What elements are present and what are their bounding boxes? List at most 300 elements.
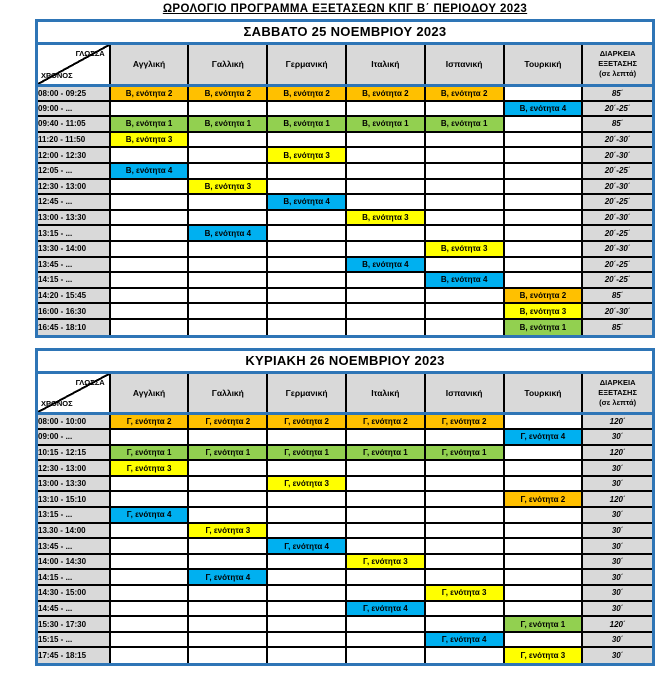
exam-unit-cell: Β, ενότητα 1 (425, 116, 504, 132)
schedule-row (38, 147, 652, 163)
empty-cell (346, 147, 425, 163)
empty-cell (267, 288, 346, 304)
empty-cell (425, 491, 504, 507)
exam-unit-cell: Β, ενότητα 4 (188, 225, 267, 241)
sunday-schedule-grid (38, 374, 652, 664)
duration-cell: 85΄ (582, 116, 652, 132)
duration-cell: 20΄-25΄ (582, 272, 652, 288)
schedule-row (38, 319, 652, 335)
empty-cell (425, 538, 504, 554)
exam-unit-cell: Γ, ενότητα 1 (346, 445, 425, 461)
empty-cell (346, 476, 425, 492)
empty-cell (346, 101, 425, 117)
empty-cell (504, 241, 583, 257)
exam-unit-cell: Β, ενότητα 1 (346, 116, 425, 132)
exam-unit-cell: Β, ενότητα 1 (188, 116, 267, 132)
exam-unit-cell: Γ, ενότητα 2 (425, 414, 504, 430)
empty-cell (346, 194, 425, 210)
empty-cell (110, 616, 189, 632)
schedule-grid (38, 374, 652, 664)
empty-cell (188, 585, 267, 601)
schedule-row (38, 445, 652, 461)
duration-cell: 30΄ (582, 538, 652, 554)
duration-cell: 120΄ (582, 616, 652, 632)
time-cell: 13:45 - ... (38, 538, 110, 554)
empty-cell (504, 163, 583, 179)
schedule-row (38, 460, 652, 476)
empty-cell (425, 288, 504, 304)
time-cell: 14:00 - 14:30 (38, 554, 110, 570)
time-cell: 09:00 - ... (38, 429, 110, 445)
empty-cell (110, 429, 189, 445)
schedule-row (38, 585, 652, 601)
exam-unit-cell: Β, ενότητα 2 (425, 85, 504, 101)
duration-cell: 30΄ (582, 632, 652, 648)
empty-cell (346, 225, 425, 241)
exam-unit-cell: Β, ενότητα 3 (188, 179, 267, 195)
empty-cell (504, 225, 583, 241)
empty-cell (188, 616, 267, 632)
exam-unit-cell: Β, ενότητα 3 (346, 210, 425, 226)
empty-cell (110, 523, 189, 539)
empty-cell (267, 585, 346, 601)
language-header: Τουρκική (504, 45, 583, 85)
empty-cell (267, 460, 346, 476)
exam-unit-cell: Β, ενότητα 2 (504, 288, 583, 304)
exam-unit-cell: Γ, ενότητα 4 (267, 538, 346, 554)
duration-cell: 20΄-30΄ (582, 132, 652, 148)
empty-cell (504, 147, 583, 163)
empty-cell (110, 241, 189, 257)
exam-unit-cell: Β, ενότητα 2 (188, 85, 267, 101)
language-header: Γαλλική (188, 45, 267, 85)
language-header: Ιταλική (346, 374, 425, 414)
schedule-row (38, 414, 652, 430)
empty-cell (346, 647, 425, 663)
empty-cell (188, 288, 267, 304)
empty-cell (504, 445, 583, 461)
empty-cell (346, 460, 425, 476)
empty-cell (110, 554, 189, 570)
schedule-row (38, 179, 652, 195)
empty-cell (110, 257, 189, 273)
empty-cell (504, 507, 583, 523)
exam-unit-cell: Γ, ενότητα 4 (188, 569, 267, 585)
time-cell: 14:20 - 15:45 (38, 288, 110, 304)
empty-cell (188, 476, 267, 492)
empty-cell (346, 538, 425, 554)
empty-cell (425, 429, 504, 445)
empty-cell (188, 147, 267, 163)
schedule-row (38, 569, 652, 585)
empty-cell (110, 210, 189, 226)
exam-unit-cell: Γ, ενότητα 1 (267, 445, 346, 461)
time-cell: 15:15 - ... (38, 632, 110, 648)
empty-cell (110, 569, 189, 585)
empty-cell (188, 429, 267, 445)
time-cell: 08:00 - 09:25 (38, 85, 110, 101)
schedule-row (38, 491, 652, 507)
exam-unit-cell: Γ, ενότητα 1 (425, 445, 504, 461)
schedule-row (38, 507, 652, 523)
time-cell: 10:15 - 12:15 (38, 445, 110, 461)
schedule-row (38, 632, 652, 648)
exam-unit-cell: Β, ενότητα 4 (346, 257, 425, 273)
empty-cell (267, 257, 346, 273)
duration-cell: 30΄ (582, 476, 652, 492)
empty-cell (425, 210, 504, 226)
language-header: Γαλλική (188, 374, 267, 414)
language-header: Αγγλική (110, 374, 189, 414)
empty-cell (425, 460, 504, 476)
empty-cell (504, 538, 583, 554)
empty-cell (188, 507, 267, 523)
empty-cell (346, 179, 425, 195)
empty-cell (267, 303, 346, 319)
empty-cell (504, 116, 583, 132)
duration-cell: 30΄ (582, 523, 652, 539)
empty-cell (504, 272, 583, 288)
time-cell: 13:45 - ... (38, 257, 110, 273)
duration-cell: 85΄ (582, 319, 652, 335)
schedule-row (38, 101, 652, 117)
duration-cell: 30΄ (582, 460, 652, 476)
duration-cell: 120΄ (582, 491, 652, 507)
empty-cell (267, 272, 346, 288)
empty-cell (188, 272, 267, 288)
schedule-row (38, 194, 652, 210)
empty-cell (188, 163, 267, 179)
exam-unit-cell: Β, ενότητα 1 (110, 116, 189, 132)
empty-cell (425, 163, 504, 179)
empty-cell (188, 257, 267, 273)
exam-unit-cell: Γ, ενότητα 2 (346, 414, 425, 430)
duration-cell: 30΄ (582, 585, 652, 601)
exam-unit-cell: Β, ενότητα 1 (504, 319, 583, 335)
language-axis-label: ΓΛΩΣΣΑ (75, 49, 105, 58)
time-cell: 09:00 - ... (38, 101, 110, 117)
exam-unit-cell: Γ, ενότητα 1 (110, 445, 189, 461)
empty-cell (425, 194, 504, 210)
empty-cell (188, 538, 267, 554)
language-header: Τουρκική (504, 374, 583, 414)
exam-unit-cell: Γ, ενότητα 1 (188, 445, 267, 461)
language-time-corner-cell (38, 374, 110, 414)
empty-cell (267, 523, 346, 539)
empty-cell (267, 647, 346, 663)
duration-header-line: ΕΞΕΤΑΣΗΣ (598, 59, 637, 69)
exam-unit-cell: Γ, ενότητα 3 (504, 647, 583, 663)
empty-cell (188, 632, 267, 648)
empty-cell (346, 429, 425, 445)
empty-cell (110, 538, 189, 554)
schedule-row (38, 288, 652, 304)
exam-unit-cell: Β, ενότητα 1 (267, 116, 346, 132)
exam-unit-cell: Γ, ενότητα 2 (267, 414, 346, 430)
empty-cell (425, 507, 504, 523)
language-header: Αγγλική (110, 45, 189, 85)
empty-cell (267, 554, 346, 570)
empty-cell (267, 632, 346, 648)
empty-cell (425, 601, 504, 617)
time-cell: 13:00 - 13:30 (38, 210, 110, 226)
duration-cell: 120΄ (582, 414, 652, 430)
duration-cell: 30΄ (582, 601, 652, 617)
time-cell: 13:00 - 13:30 (38, 476, 110, 492)
empty-cell (188, 319, 267, 335)
duration-header-line: ΔΙΑΡΚΕΙΑ (599, 49, 636, 59)
empty-cell (346, 585, 425, 601)
schedule-row (38, 163, 652, 179)
exam-unit-cell: Β, ενότητα 2 (346, 85, 425, 101)
empty-cell (425, 225, 504, 241)
empty-cell (188, 132, 267, 148)
empty-cell (425, 257, 504, 273)
exam-unit-cell: Β, ενότητα 2 (110, 85, 189, 101)
empty-cell (267, 569, 346, 585)
language-header: Ισπανική (425, 374, 504, 414)
empty-cell (504, 632, 583, 648)
empty-cell (110, 601, 189, 617)
empty-cell (346, 272, 425, 288)
exam-unit-cell: Γ, ενότητα 1 (504, 616, 583, 632)
schedule-row (38, 476, 652, 492)
exam-unit-cell: Β, ενότητα 4 (267, 194, 346, 210)
empty-cell (346, 132, 425, 148)
empty-cell (346, 491, 425, 507)
time-cell: 08:00 - 10:00 (38, 414, 110, 430)
empty-cell (267, 616, 346, 632)
schedule-row (38, 241, 652, 257)
empty-cell (425, 616, 504, 632)
time-cell: 15:30 - 17:30 (38, 616, 110, 632)
duration-cell: 30΄ (582, 554, 652, 570)
empty-cell (504, 460, 583, 476)
language-header: Γερμανική (267, 374, 346, 414)
time-cell: 16:45 - 18:10 (38, 319, 110, 335)
exam-unit-cell: Β, ενότητα 4 (504, 101, 583, 117)
schedule-row (38, 272, 652, 288)
empty-cell (425, 523, 504, 539)
empty-cell (110, 272, 189, 288)
empty-cell (110, 319, 189, 335)
sunday-table (35, 348, 655, 667)
empty-cell (425, 147, 504, 163)
empty-cell (267, 163, 346, 179)
empty-cell (504, 85, 583, 101)
time-cell: 12:30 - 13:00 (38, 460, 110, 476)
schedule-row (38, 647, 652, 663)
empty-cell (110, 647, 189, 663)
duration-cell: 20΄-30΄ (582, 241, 652, 257)
empty-cell (504, 179, 583, 195)
empty-cell (188, 210, 267, 226)
empty-cell (188, 601, 267, 617)
schedule-row (38, 538, 652, 554)
empty-cell (504, 194, 583, 210)
schedule-row (38, 303, 652, 319)
exam-unit-cell: Β, ενότητα 3 (425, 241, 504, 257)
schedule-row (38, 132, 652, 148)
time-cell: 13:15 - ... (38, 225, 110, 241)
schedule-row (38, 523, 652, 539)
empty-cell (188, 491, 267, 507)
exam-unit-cell: Γ, ενότητα 3 (110, 460, 189, 476)
time-cell: 12:00 - 12:30 (38, 147, 110, 163)
time-cell: 11:20 - 11:50 (38, 132, 110, 148)
empty-cell (188, 554, 267, 570)
saturday-schedule-grid (38, 45, 652, 335)
language-axis-label: ΓΛΩΣΣΑ (75, 377, 105, 387)
exam-unit-cell: Γ, ενότητα 2 (188, 414, 267, 430)
empty-cell (110, 194, 189, 210)
time-cell: 12:05 - ... (38, 163, 110, 179)
time-cell: 12:30 - 13:00 (38, 179, 110, 195)
empty-cell (425, 101, 504, 117)
time-cell: 13:30 - 14:00 (38, 241, 110, 257)
schedule-row (38, 601, 652, 617)
empty-cell (425, 569, 504, 585)
time-cell: 17:45 - 18:15 (38, 647, 110, 663)
duration-cell: 20΄-25΄ (582, 101, 652, 117)
time-cell: 16:00 - 16:30 (38, 303, 110, 319)
empty-cell (425, 554, 504, 570)
schedule-grid (38, 45, 652, 335)
empty-cell (188, 194, 267, 210)
exam-unit-cell: Γ, ενότητα 3 (346, 554, 425, 570)
empty-cell (504, 414, 583, 430)
duration-cell: 20΄-30΄ (582, 179, 652, 195)
duration-cell: 20΄-25΄ (582, 257, 652, 273)
empty-cell (267, 319, 346, 335)
exam-unit-cell: Β, ενότητα 3 (110, 132, 189, 148)
schedule-row (38, 210, 652, 226)
duration-header (582, 45, 652, 85)
schedule-row (38, 616, 652, 632)
empty-cell (267, 241, 346, 257)
empty-cell (504, 569, 583, 585)
empty-cell (188, 101, 267, 117)
time-axis-label: ΧΡΟΝΟΣ (41, 399, 73, 408)
duration-cell: 120΄ (582, 445, 652, 461)
empty-cell (267, 601, 346, 617)
exam-unit-cell: Γ, ενότητα 4 (110, 507, 189, 523)
duration-header-line: (σε λεπτά) (599, 397, 637, 407)
empty-cell (346, 303, 425, 319)
empty-cell (504, 476, 583, 492)
empty-cell (346, 163, 425, 179)
empty-cell (188, 647, 267, 663)
empty-cell (346, 241, 425, 257)
empty-cell (110, 101, 189, 117)
duration-cell: 30΄ (582, 647, 652, 663)
empty-cell (504, 554, 583, 570)
language-header: Γερμανική (267, 45, 346, 85)
time-cell: 14:15 - ... (38, 272, 110, 288)
empty-cell (346, 616, 425, 632)
duration-cell: 30΄ (582, 507, 652, 523)
time-axis-label: ΧΡΟΝΟΣ (41, 70, 73, 80)
duration-cell: 20΄-25΄ (582, 163, 652, 179)
time-cell: 13.30 - 14:00 (38, 523, 110, 539)
empty-cell (188, 241, 267, 257)
language-header: Ισπανική (425, 45, 504, 85)
empty-cell (110, 225, 189, 241)
empty-cell (267, 132, 346, 148)
empty-cell (504, 523, 583, 539)
empty-cell (346, 319, 425, 335)
duration-cell: 30΄ (582, 429, 652, 445)
exam-unit-cell: Β, ενότητα 3 (267, 147, 346, 163)
duration-cell: 20΄-25΄ (582, 194, 652, 210)
empty-cell (504, 601, 583, 617)
empty-cell (267, 210, 346, 226)
empty-cell (110, 303, 189, 319)
duration-header-line: ΔΙΑΡΚΕΙΑ (599, 377, 636, 387)
language-header: Ιταλική (346, 45, 425, 85)
empty-cell (267, 507, 346, 523)
empty-cell (110, 147, 189, 163)
exam-unit-cell: Γ, ενότητα 3 (267, 476, 346, 492)
time-cell: 13:15 - ... (38, 507, 110, 523)
exam-unit-cell: Β, ενότητα 4 (425, 272, 504, 288)
empty-cell (110, 585, 189, 601)
empty-cell (504, 257, 583, 273)
schedule-row (38, 429, 652, 445)
duration-header-line: ΕΞΕΤΑΣΗΣ (598, 387, 637, 397)
empty-cell (110, 491, 189, 507)
saturday-table (35, 19, 655, 338)
empty-cell (346, 632, 425, 648)
empty-cell (425, 179, 504, 195)
empty-cell (425, 132, 504, 148)
saturday-day-title: ΣΑΒΒΑΤΟ 25 ΝΟΕΜΒΡΙΟΥ 2023 (38, 22, 652, 45)
exam-unit-cell: Γ, ενότητα 2 (504, 491, 583, 507)
time-cell: 13:10 - 15:10 (38, 491, 110, 507)
duration-cell: 30΄ (582, 569, 652, 585)
duration-cell: 85΄ (582, 85, 652, 101)
exam-unit-cell: Γ, ενότητα 3 (188, 523, 267, 539)
page-title: ΩΡΟΛΟΓΙΟ ΠΡΟΓΡΑΜΜΑ ΕΞΕΤΑΣΕΩΝ ΚΠΓ Β΄ ΠΕΡΙΟΔΟΥ 2023 (162, 3, 528, 15)
exam-unit-cell: Γ, ενότητα 4 (425, 632, 504, 648)
empty-cell (188, 303, 267, 319)
language-time-corner-cell (38, 45, 110, 85)
schedule-row (38, 225, 652, 241)
empty-cell (188, 460, 267, 476)
schedule-row (38, 116, 652, 132)
empty-cell (346, 288, 425, 304)
empty-cell (346, 507, 425, 523)
empty-cell (346, 523, 425, 539)
empty-cell (425, 303, 504, 319)
exam-unit-cell: Γ, ενότητα 4 (346, 601, 425, 617)
sunday-day-title: ΚΥΡΙΑΚΗ 26 ΝΟΕΜΒΡΙΟΥ 2023 (38, 351, 652, 374)
time-cell: 12:45 - ... (38, 194, 110, 210)
empty-cell (425, 319, 504, 335)
schedule-row (38, 85, 652, 101)
duration-cell: 85΄ (582, 288, 652, 304)
schedule-row (38, 257, 652, 273)
empty-cell (346, 569, 425, 585)
time-cell: 09:40 - 11:05 (38, 116, 110, 132)
duration-cell: 20΄-30΄ (582, 303, 652, 319)
empty-cell (504, 132, 583, 148)
empty-cell (267, 225, 346, 241)
empty-cell (267, 101, 346, 117)
empty-cell (267, 429, 346, 445)
exam-unit-cell: Γ, ενότητα 4 (504, 429, 583, 445)
empty-cell (267, 179, 346, 195)
